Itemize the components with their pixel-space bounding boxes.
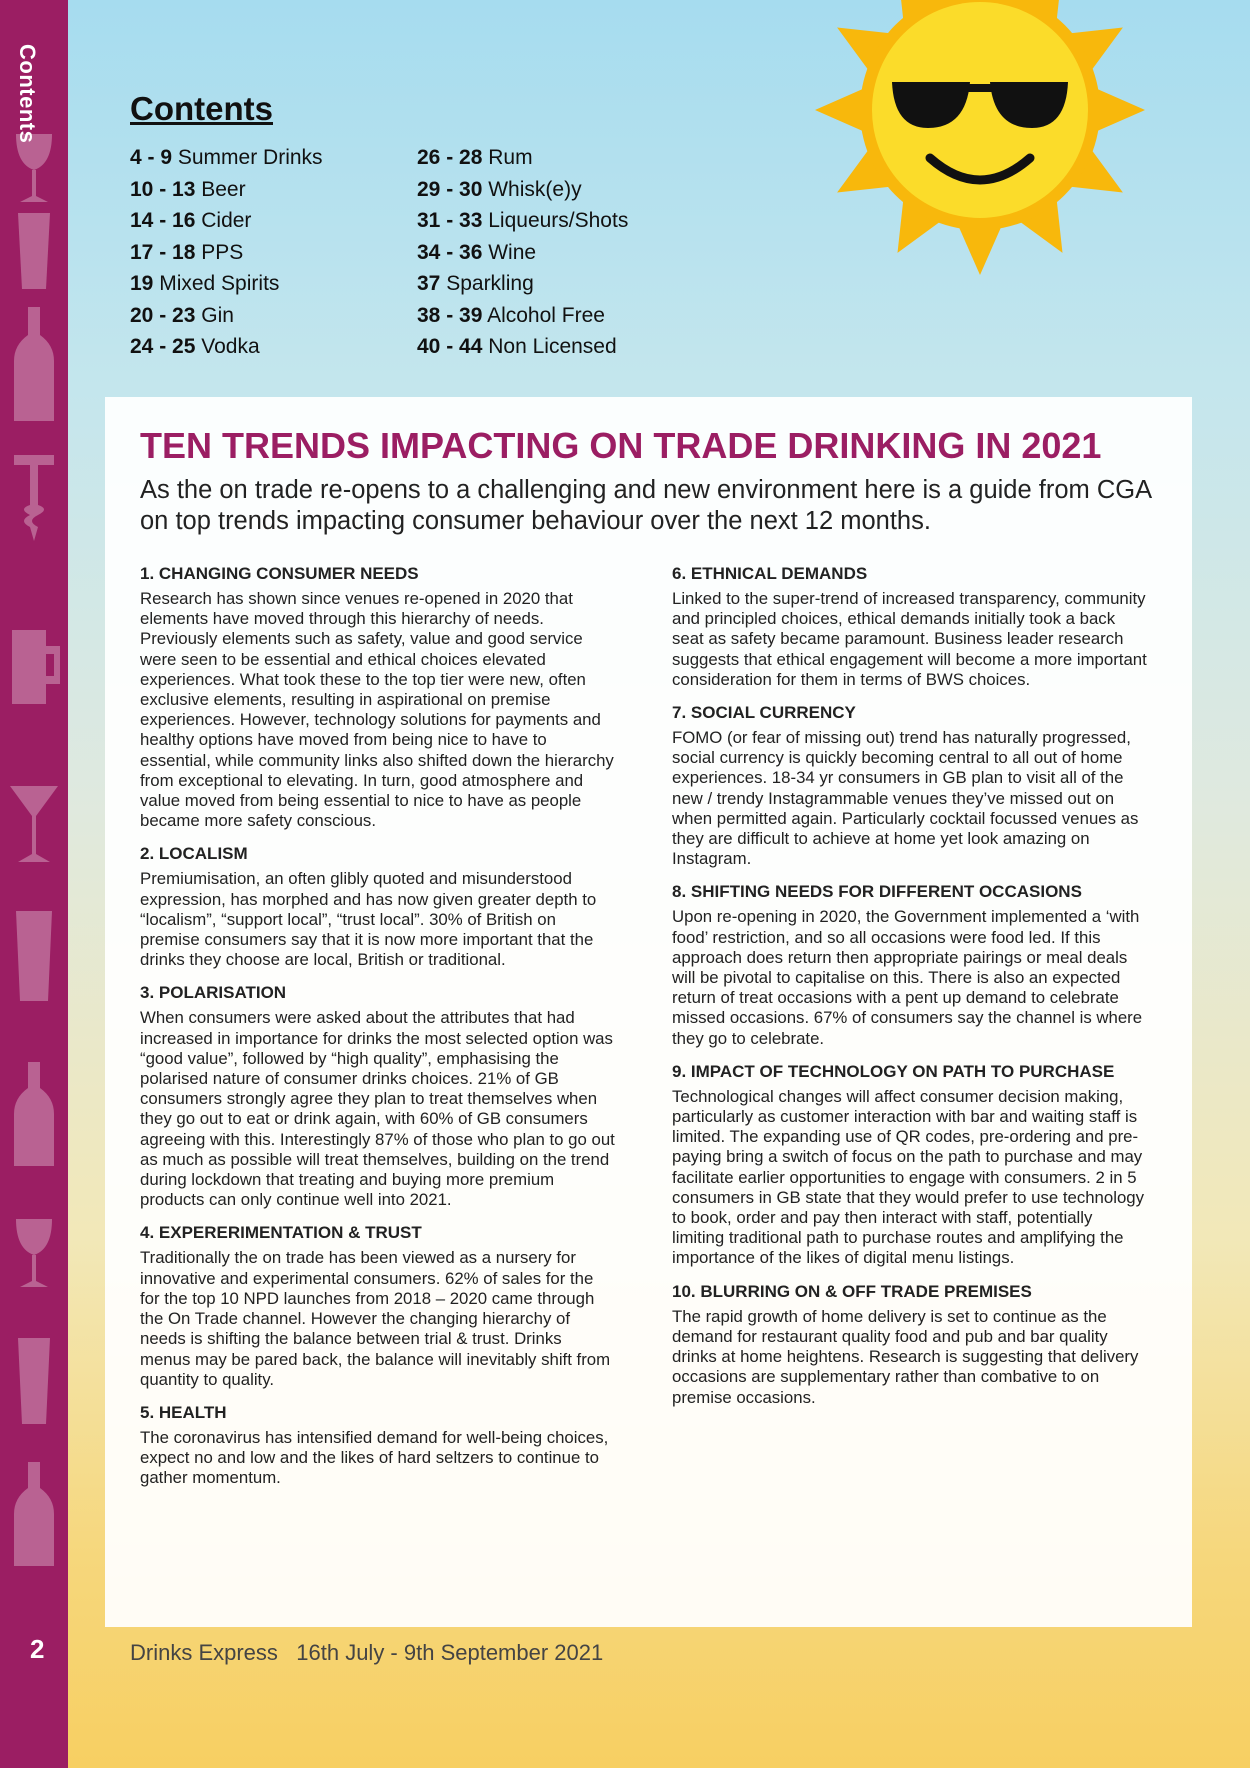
cocktail-glass-icon [6, 780, 62, 870]
bottle-icon [6, 305, 62, 425]
contents-item-label: Alcohol Free [487, 303, 605, 327]
section-body: Research has shown since venues re-opened in 2020 that elements have moved through this hierarchy of needs. Previously elements such as safety, value and good service were seen to be essential and ethical choices elevated experiences. What took these to the top tier were new, often exclusive elements, resulting in aspirational on premise experiences. However, technology solutions for payments and healthy options have moved from being nice to have to essential, while community links also shifted down the hierarchy from exceptional to elevating. In turn, good atmosphere and value moved from being essential to nice to have as people became more safety conscious. [140, 589, 614, 831]
footer-dates: 16th July - 9th September 2021 [296, 1640, 604, 1665]
contents-item-label: Mixed Spirits [159, 272, 280, 295]
contents-item-pages: 31 - 33 [417, 209, 483, 232]
article-left-column [140, 563, 615, 1501]
contents-item-label: Gin [201, 303, 234, 327]
section-body: Upon re-opening in 2020, the Government implemented a ‘with food’ restriction, and so all occasions were food led. If this approach does return then appropriate pairings or meal deals will be pivotal to capitalise on this. There is also an expected return of treat occasions with a pent up demand to celebrate missed occasions. 67% of consumers say the channel is where they go to celebrate. [672, 907, 1143, 1048]
contents-item-label: Beer [201, 177, 246, 201]
section-heading: 2. LOCALISM [140, 844, 248, 864]
sidebar-label: Contents [15, 44, 40, 144]
contents-item[interactable] [417, 237, 704, 269]
contents-item[interactable] [417, 331, 704, 363]
contents-item-label: Non Licensed [488, 335, 617, 358]
contents-item-pages: 29 - 30 [417, 177, 483, 201]
contents-item-pages: 4 - 9 [130, 146, 173, 169]
contents-item-pages: 10 - 13 [130, 177, 196, 201]
contents-item[interactable] [130, 142, 417, 174]
bottle-icon [6, 1460, 62, 1570]
sun-with-sunglasses-icon [790, 0, 1180, 330]
tankard-icon [6, 620, 66, 710]
contents-item-pages: 37 [417, 272, 441, 295]
section-body: The rapid growth of home delivery is set to continue as the demand for restaurant quality food and pub and bar quality drinks at home heightens. Research is suggesting that delivery occasions are supplementary rather than combative to on premise occasions. [672, 1306, 1139, 1407]
contents-section [130, 90, 690, 363]
contents-item-pages: 14 - 16 [130, 209, 196, 232]
contents-item[interactable] [417, 205, 704, 237]
contents-item[interactable] [417, 174, 704, 206]
section-body: Technological changes will affect consumer decision making, particularly as customer interaction with bar and waiting staff is limited. The expanding use of QR codes, pre-ordering and pre-paying bring a switch of focus on the path to purchase and may facilitate earlier opportunities to engage with consumers. 2 in 5 consumers in GB state that they would prefer to use technology to book, order and pay then interact with staff, potentially limiting traditional path to purchase routes and amplifying the importance of the likes of digital menu listings. [672, 1086, 1144, 1268]
section-heading: 10. BLURRING ON & OFF TRADE PREMISES [672, 1281, 1032, 1301]
footer [130, 1640, 603, 1666]
contents-item-label: Whisk(e)y [488, 177, 582, 201]
contents-item-pages: 19 [130, 272, 154, 295]
section-body: FOMO (or fear of missing out) trend has naturally progressed, social currency is quickly becoming central to all out of home experiences. 18-34 yr consumers in GB plan to visit all of the new / trendy Instagrammable venues they’ve missed out on when permitted again. Particularly cocktail focussed venues as they are difficult to achieve at home yet look amazing on Instagram. [672, 728, 1139, 869]
section-heading: 6. ETHNICAL DEMANDS [672, 564, 868, 583]
contents-item[interactable] [130, 268, 417, 300]
article-panel [105, 397, 1192, 1627]
contents-item-label: Wine [488, 240, 537, 264]
section-body: Premiumisation, an often glibly quoted and misunderstood expression, has morphed and has now given greater depth to “localism”, “support local”, “trust local”. 30% of British on premise consumers say that it is now more important that the drinks they choose are local, British or traditional. [140, 869, 597, 970]
contents-list [130, 142, 690, 363]
sidebar [0, 0, 68, 1768]
contents-item-label: Vodka [201, 335, 260, 358]
footer-publication: Drinks Express [130, 1640, 278, 1665]
section-heading: 8. SHIFTING NEEDS FOR DIFFERENT OCCASIONS [672, 882, 1082, 902]
section-heading: 4. EXPERERIMENTATION & TRUST [140, 1223, 422, 1243]
section-body: Linked to the super-trend of increased transparency, community and principled choices, ethical demands initially took a back seat as safety became paramount. Business leader research suggests that ethical engagement will become a more important consideration for them in terms of BWS choices. [672, 589, 1147, 689]
contents-item-label: PPS [201, 240, 244, 264]
corkscrew-icon [6, 445, 62, 545]
contents-item[interactable] [130, 300, 417, 332]
section-heading: 9. IMPACT OF TECHNOLOGY ON PATH TO PURCHASE [672, 1061, 1115, 1081]
section-heading: 5. HEALTH [140, 1402, 227, 1422]
section-heading: 3. POLARISATION [140, 983, 287, 1003]
bottle-icon [6, 1060, 62, 1170]
contents-item[interactable] [130, 331, 417, 363]
section-heading: 1. CHANGING CONSUMER NEEDS [140, 564, 419, 583]
contents-item[interactable] [130, 205, 417, 237]
contents-item[interactable] [417, 142, 704, 174]
contents-item-pages: 40 - 44 [417, 335, 483, 358]
wine-glass-icon [6, 130, 62, 210]
contents-item-pages: 24 - 25 [130, 335, 196, 358]
article-title: TEN TRENDS IMPACTING ON TRADE DRINKING IN 2021 [140, 425, 1102, 466]
article-intro: As the on trade re-opens to a challenging and new environment here is a guide from CGA on top trends impacting consumer behaviour over the next 12 months. [140, 476, 1151, 535]
beer-glass-icon [6, 1330, 62, 1430]
page-number: 2 [30, 1634, 45, 1664]
article-right-column [672, 563, 1147, 1420]
contents-item-label: Summer Drinks [177, 146, 323, 169]
contents-item[interactable] [417, 300, 704, 332]
contents-item[interactable] [130, 237, 417, 269]
contents-item-label: Rum [488, 146, 533, 169]
contents-item-pages: 38 - 39 [417, 303, 483, 327]
contents-item-pages: 26 - 28 [417, 146, 483, 169]
contents-item[interactable] [130, 174, 417, 206]
wine-glass-icon [6, 1215, 62, 1295]
contents-item-label: Sparkling [446, 272, 534, 295]
beer-glass-icon [6, 205, 62, 295]
section-body: Traditionally the on trade has been viewed as a nursery for innovative and experimental consumers. 62% of sales for the for the top 10 NPD launches from 2018 – 2020 came through the On Trade channel. However the changing hierarchy of needs is shifting the balance between trial & trust. Drinks menus may be pared back, the balance will inevitably shift from quantity to quality. [140, 1248, 611, 1389]
contents-item[interactable] [417, 268, 704, 300]
pint-glass-icon [6, 905, 62, 1005]
section-body: When consumers were asked about the attributes that had increased in importance for drinks the most selected option was “good value”, followed by “high quality”, emphasising the polarised nature of consumer drinks choices. 21% of GB consumers strongly agree they plan to treat themselves when they go out to eat or drink again, with 60% of GB consumers agreeing with this. Interestingly 87% of those who plan to go out as much as possible will treat themselves, building on the trend during lockdown that treating and buying more premium products can only continue well into 2021. [140, 1008, 615, 1210]
contents-item-label: Cider [201, 209, 252, 232]
contents-item-pages: 17 - 18 [130, 240, 196, 264]
section-heading: 7. SOCIAL CURRENCY [672, 703, 856, 723]
contents-item-pages: 34 - 36 [417, 240, 483, 264]
contents-item-pages: 20 - 23 [130, 303, 196, 327]
contents-title: Contents [130, 90, 273, 127]
section-body: The coronavirus has intensified demand for well-being choices, expect no and low and the likes of hard seltzers to continue to gather momentum. [140, 1427, 609, 1488]
contents-item-label: Liqueurs/Shots [488, 209, 629, 232]
